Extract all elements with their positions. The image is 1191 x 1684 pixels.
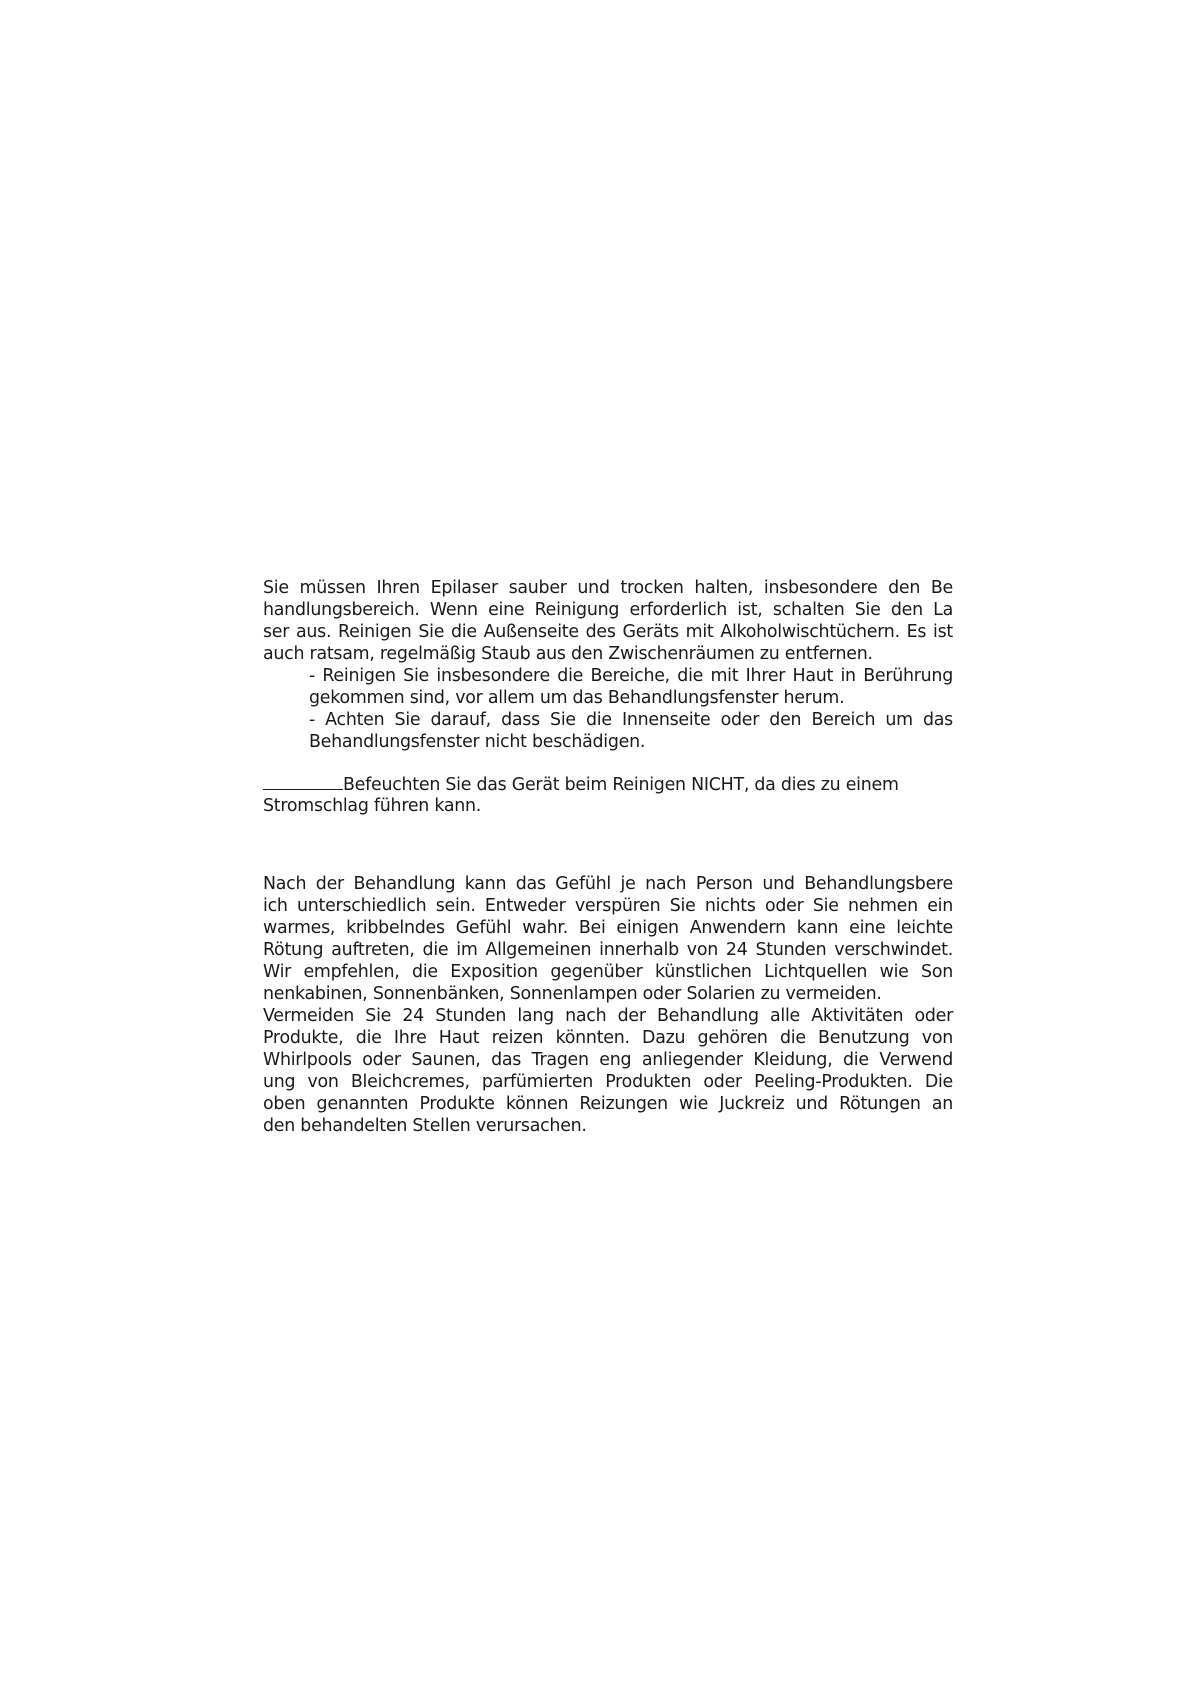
aftercare-section xyxy=(263,873,953,1137)
warning-section xyxy=(263,773,953,817)
aftercare-line: ich unterschiedlich sein. Entweder verspüren Sie nichts oder Sie nehmen ein xyxy=(263,896,953,916)
aftercare-line: Rötung auftreten, die im Allgemeinen innerhalb von 24 Stunden verschwindet. xyxy=(263,940,953,960)
aftercare-line: Nach der Behandlung kann das Gefühl je nach Person und Behandlungsbere xyxy=(263,874,953,894)
aftercare-line: den behandelten Stellen verursachen. xyxy=(263,1116,587,1136)
cleaning-intro-line: handlungsbereich. Wenn eine Reinigung erforderlich ist, schalten Sie den La xyxy=(263,600,953,620)
aftercare-line: Vermeiden Sie 24 Stunden lang nach der Behandlung alle Aktivitäten oder xyxy=(263,1006,953,1026)
warning-line: Stromschlag führen kann. xyxy=(263,796,482,816)
aftercare-line: Wir empfehlen, die Exposition gegenüber künstlichen Lichtquellen wie Son xyxy=(263,962,953,982)
aftercare-line: warmes, kribbelndes Gefühl wahr. Bei einigen Anwendern kann eine leichte xyxy=(263,918,953,938)
aftercare-line: nenkabinen, Sonnenbänken, Sonnenlampen oder Solarien zu vermeiden. xyxy=(263,984,882,1004)
cleaning-bullet-line: - Achten Sie darauf, dass Sie die Innenseite oder den Bereich um das xyxy=(309,710,953,730)
aftercare-line: Whirlpools oder Saunen, das Tragen eng anliegender Kleidung, die Verwend xyxy=(263,1050,953,1070)
warning-line xyxy=(263,773,953,795)
aftercare-line: Produkte, die Ihre Haut reizen könnten. Dazu gehören die Benutzung von xyxy=(263,1028,953,1048)
cleaning-bullet xyxy=(263,709,953,753)
cleaning-bullet xyxy=(263,665,953,709)
cleaning-intro-line: Sie müssen Ihren Epilaser sauber und trocken halten, insbesondere den Be xyxy=(263,578,953,598)
aftercare-line: oben genannten Produkte können Reizungen wie Juckreiz und Rötungen an xyxy=(263,1094,953,1114)
cleaning-intro-line: ser aus. Reinigen Sie die Außenseite des Geräts mit Alkoholwischtüchern. Es ist xyxy=(263,622,953,642)
cleaning-bullet-line: gekommen sind, vor allem um das Behandlungsfenster herum. xyxy=(309,688,845,708)
blank-underline xyxy=(263,773,343,790)
cleaning-bullet-line: Behandlungsfenster nicht beschädigen. xyxy=(309,732,646,752)
cleaning-section xyxy=(263,577,953,753)
aftercare-line: ung von Bleichcremes, parfümierten Produkten oder Peeling-Produkten. Die xyxy=(263,1072,953,1092)
cleaning-intro-line: auch ratsam, regelmäßig Staub aus den Zwischenräumen zu entfernen. xyxy=(263,644,873,664)
cleaning-bullet-line: - Reinigen Sie insbesondere die Bereiche, die mit Ihrer Haut in Berührung xyxy=(309,666,953,686)
warning-text: Befeuchten Sie das Gerät beim Reinigen NICHT, da dies zu einem xyxy=(343,775,899,795)
